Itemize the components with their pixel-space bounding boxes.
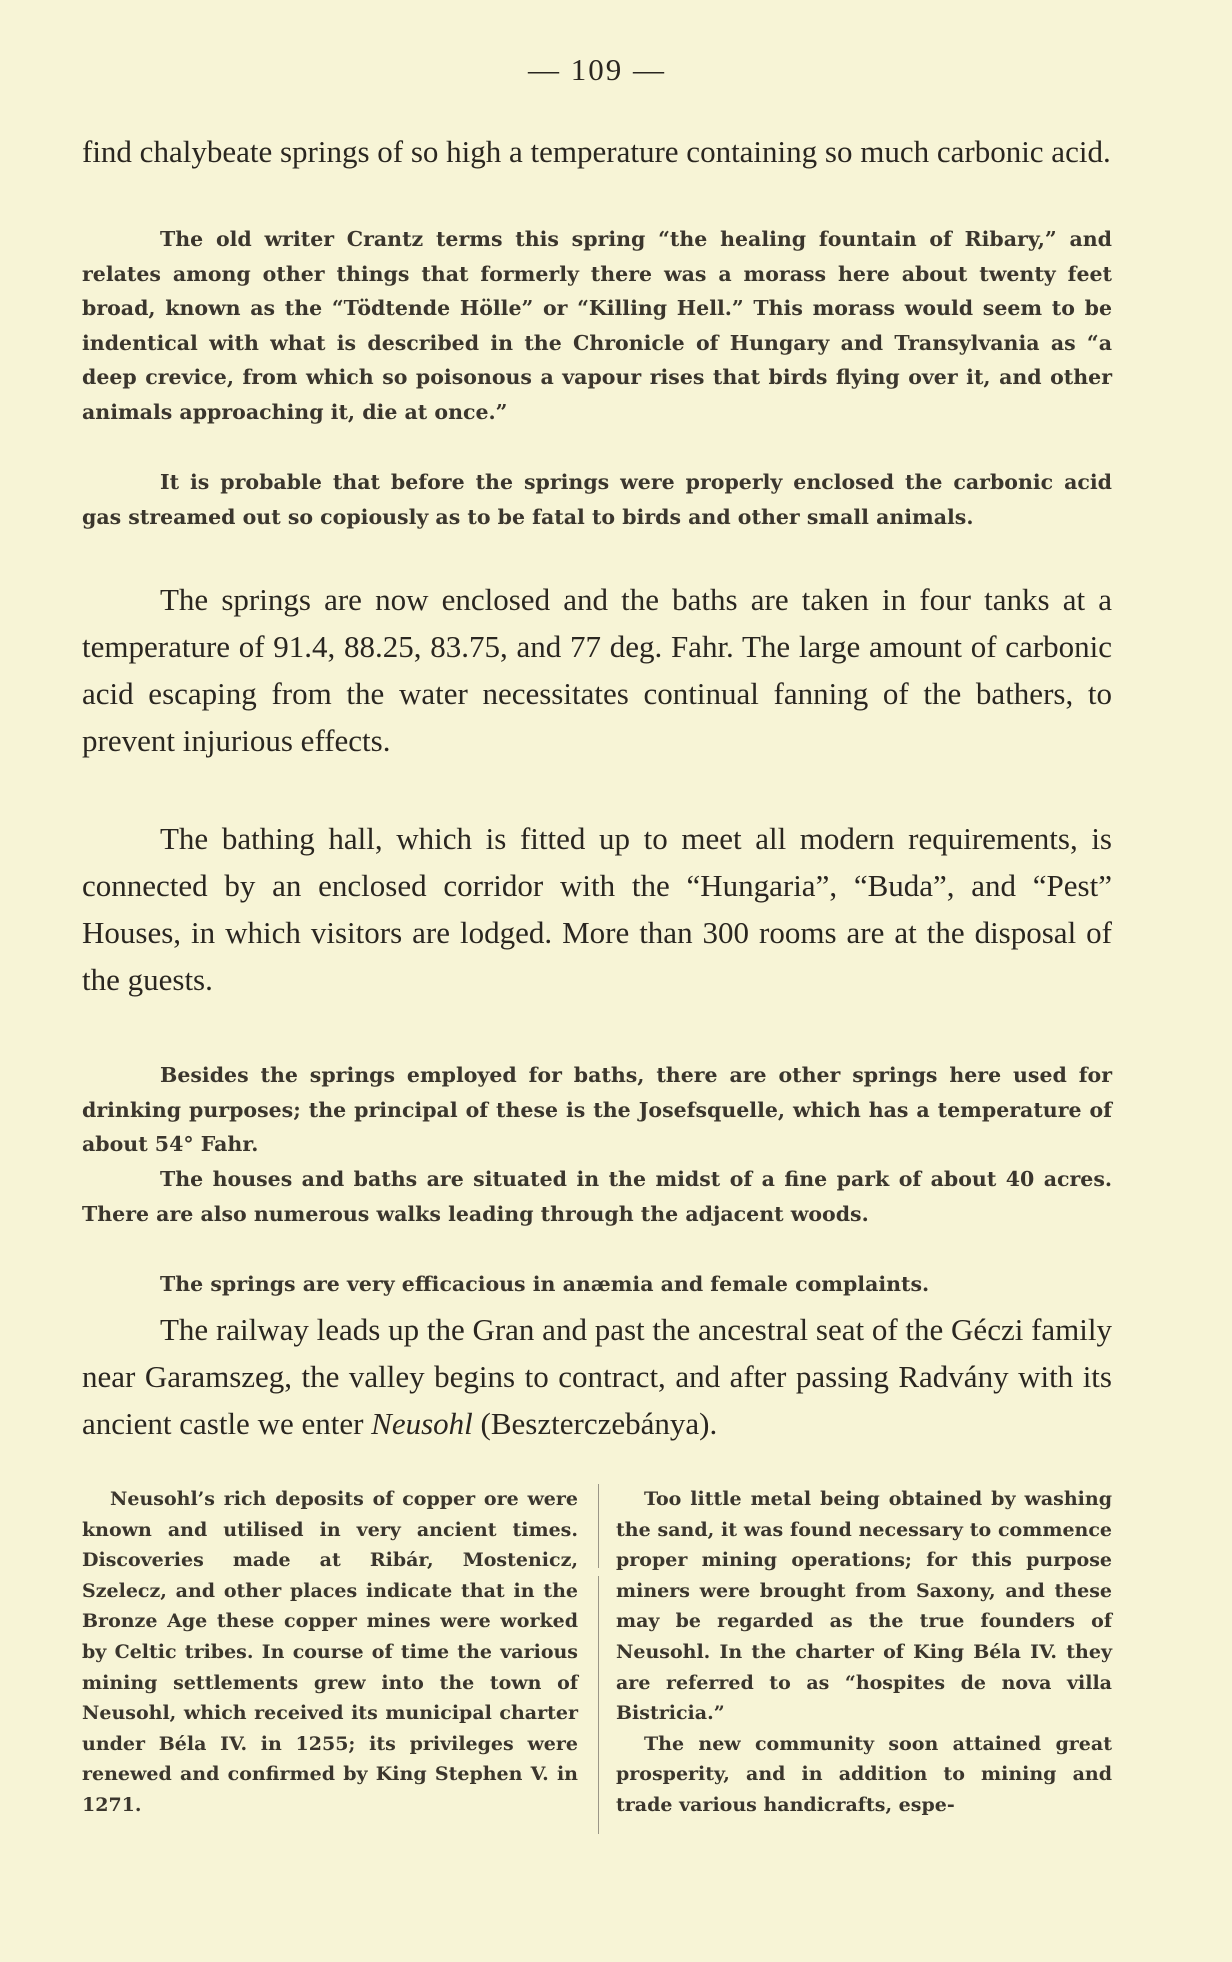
paragraph-text: find chalybeate springs of so high a temperature containing so much carbonic acid. — [82, 134, 1111, 169]
paragraph-text: The old writer Crantz terms this spring “the healing fountain of Ribary,” and relates among other things that formerly there was a morass here about twenty feet broad, known as the “Tödtende Hölle” or “Killing Hell.” This morass would seem to be indentical with what is described in the Chronicle of Hungary and Transylvania as “a deep crevice, from which so poisonous a vapour rises that birds flying over it, and other animals approaching it, die at once.” — [82, 227, 1112, 424]
paragraph-continuation — [82, 128, 1112, 175]
paragraph-springs-enclosed — [82, 576, 1112, 764]
column-paragraph: Neusohl’s rich deposits of copper ore were known and utilised in very ancient times. Discoveries made at Ribár, Mostenicz, Szelecz, and other places indicate that in the Bronze Age these copper mines were worked by Celtic tribes. In course of time the various mining settlements grew into the town of Neusohl, which received its municipal charter under Béla IV. in 1255; its privileges were renewed and confirmed by King Stephen V. in 1271. — [82, 1488, 578, 1816]
column-paragraph: Too little metal being obtained by washing the sand, it was found necessary to commence proper mining operations; for this purpose miners were brought from Saxony, and these may be regarded as the true founders of Neusohl. In the charter of King Béla IV. they are referred to as “hospites de nova villa Bistricia.” — [616, 1488, 1112, 1725]
paragraph-text: The bathing hall, which is fitted up to meet all modern requirements, is connected by an enclosed corridor with the “Hungaria”, “Buda”, and “Pest” Houses, in which visitors are lodged. More than 300 rooms are at the disposal of the guests. — [82, 821, 1112, 997]
text-segment: (Beszterczebánya). — [472, 1406, 718, 1441]
paragraph-text: Besides the springs employed for baths, there are other springs here used for drinking purposes; the principal of these is the Josefsquelle, which has a temperature of about 54° Fahr. — [82, 1063, 1112, 1156]
paragraph-text: The springs are very efficacious in anæmia and female complaints. — [160, 1272, 930, 1296]
paragraph-crantz — [82, 222, 1112, 429]
paragraph-bathing-hall — [82, 815, 1112, 1003]
paragraph-text: It is probable that before the springs were properly enclosed the carbonic acid gas streamed out so copiously as to be fatal to birds and other small animals. — [82, 470, 1112, 529]
left-column — [82, 1484, 578, 1821]
paragraph-drinking-springs — [82, 1058, 1112, 1162]
paragraph-park — [82, 1162, 1112, 1231]
column-paragraph: The new community soon attained great prosperity, and in addition to mining and trade various handicrafts, espe- — [616, 1732, 1112, 1816]
page-number: — 109 — — [528, 52, 666, 87]
paragraph-efficacious — [82, 1267, 1112, 1302]
place-name-italic: Neusohl — [371, 1406, 473, 1441]
paragraph-probable — [82, 465, 1112, 534]
right-column — [616, 1484, 1112, 1821]
paragraph-railway — [82, 1306, 1112, 1447]
text-segment: The railway leads up the Gran and past the ancestral seat of the Géczi family near Garamszeg, the valley begins to contract, and after passing Radvány with its ancient castle we enter — [82, 1312, 1112, 1441]
column-divider — [598, 1484, 599, 1568]
paragraph-text: The springs are now enclosed and the baths are taken in four tanks at a temperature of 91.4, 88.25, 83.75, and 77 deg. Fahr. The large amount of carbonic acid escaping from the water necessitates continual fanning of the bathers, to prevent injurious effects. — [82, 582, 1112, 758]
column-divider — [598, 1576, 599, 1834]
paragraph-text — [82, 1306, 1112, 1447]
paragraph-text: The houses and baths are situated in the midst of a fine park of about 40 acres. There are also numerous walks leading through the adjacent woods. — [82, 1167, 1112, 1226]
